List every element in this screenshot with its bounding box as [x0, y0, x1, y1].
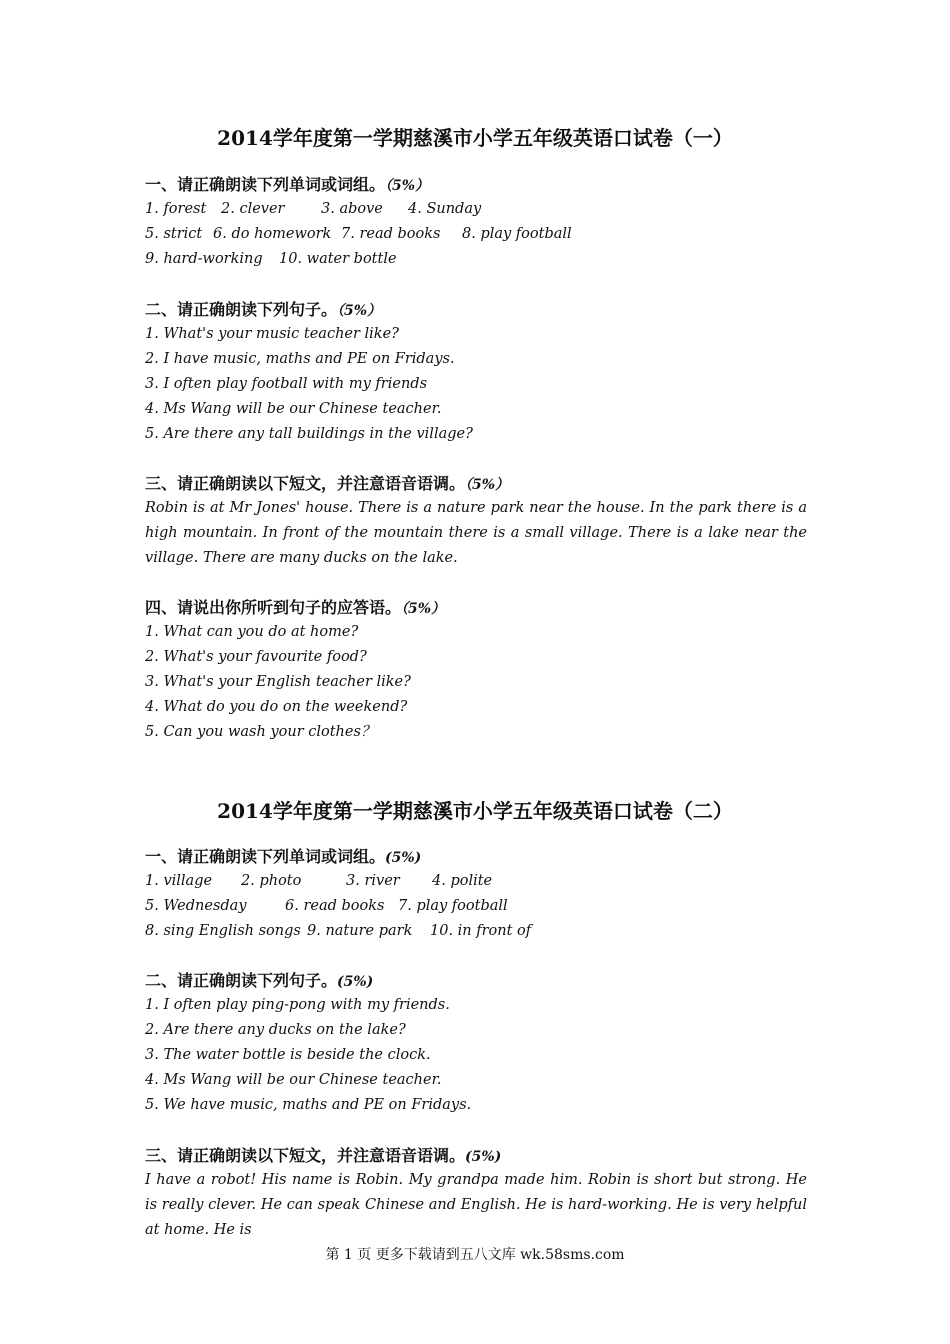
sentence-line: 1. I often play ping-pong with my friends.	[145, 997, 450, 1013]
word-item: 6. read books	[285, 898, 385, 914]
exam2-s3-heading: 三、请正确朗读以下短文，并注意语音语调。(5%)	[145, 1146, 502, 1165]
sentence-line: 1. What can you do at home?	[145, 624, 359, 640]
word-item: 2. photo	[241, 873, 302, 889]
word-item: 3. river	[346, 873, 400, 889]
word-item: 9. nature park	[307, 923, 413, 939]
exam1-s2-heading: 二、请正确朗读下列句子。（5%）	[145, 300, 382, 319]
word-item: 7. play football	[398, 898, 508, 914]
word-item: 5. Wednesday	[145, 898, 247, 914]
exam1-section1	[145, 172, 807, 272]
passage-text: I have a robot! His name is Robin. My grandpa made him. Robin is short but strong. He is really clever. He can speak Chinese and English. He is hard-working. He is very helpful at home. He is	[145, 1172, 807, 1238]
word-item: 8. play football	[462, 226, 572, 242]
sentence-line: 3. What's your English teacher like?	[145, 674, 411, 690]
word-item: 1. village	[145, 873, 213, 889]
word-item: 10. in front of	[430, 923, 532, 939]
exam2-s1-row3	[145, 919, 807, 944]
sentence-line: 5. Are there any tall buildings in the village?	[145, 426, 473, 442]
exam1-s3-heading: 三、请正确朗读以下短文，并注意语音语调。（5%）	[145, 474, 510, 493]
exam1-title: 2014学年度第一学期慈溪市小学五年级英语口试卷（一）	[217, 126, 733, 150]
exam2-s1-row1	[145, 869, 807, 894]
exam1-s1-row1	[145, 197, 807, 222]
exam2-section3	[145, 1143, 807, 1238]
exam2-s1-row2	[145, 894, 807, 919]
exam2-s2-heading: 二、请正确朗读下列句子。(5%)	[145, 971, 374, 990]
exam1-section4	[145, 595, 807, 745]
exam1-section3	[145, 471, 807, 571]
sentence-line: 5. We have music, maths and PE on Fridays.	[145, 1097, 472, 1113]
word-item: 1. forest	[145, 201, 207, 217]
sentence-line: 4. Ms Wang will be our Chinese teacher.	[145, 1072, 442, 1088]
exam2-section2	[145, 968, 807, 1118]
exam1-s1-row2	[145, 222, 807, 247]
sentence-line: 2. Are there any ducks on the lake?	[145, 1022, 406, 1038]
word-item: 6. do homework	[213, 226, 332, 242]
sentence-line: 2. What's your favourite food?	[145, 649, 367, 665]
exam2-section1	[145, 844, 807, 944]
word-item: 7. read books	[341, 226, 441, 242]
sentence-line: 2. I have music, maths and PE on Fridays.	[145, 351, 455, 367]
exam1-section2	[145, 297, 807, 447]
word-item: 10. water bottle	[279, 251, 397, 267]
word-item: 3. above	[321, 201, 383, 217]
word-item: 2. clever	[221, 201, 285, 217]
exam1-s1-heading: 一、请正确朗读下列单词或词组。（5%）	[145, 175, 430, 194]
word-item: 4. polite	[432, 873, 493, 889]
word-item: 5. strict	[145, 226, 203, 242]
exam1-s4-heading: 四、请说出你所听到句子的应答语。（5%）	[145, 598, 446, 617]
word-item: 8. sing English songs	[145, 923, 301, 939]
exam2-title: 2014学年度第一学期慈溪市小学五年级英语口试卷（二）	[217, 799, 733, 823]
word-item: 9. hard-working	[145, 251, 263, 267]
sentence-line: 5. Can you wash your clothes？	[145, 724, 376, 740]
exam2-s1-heading: 一、请正确朗读下列单词或词组。(5%)	[145, 847, 422, 866]
exam1-s1-row3	[145, 247, 807, 272]
sentence-line: 4. Ms Wang will be our Chinese teacher.	[145, 401, 442, 417]
sentence-line: 3. The water bottle is beside the clock.	[145, 1047, 431, 1063]
page-footer: 第 1 页 更多下载请到五八文库 wk.58sms.com	[325, 1247, 625, 1263]
sentence-line: 4. What do you do on the weekend?	[145, 699, 408, 715]
sentence-line: 3. I often play football with my friends	[145, 376, 428, 392]
passage-text: Robin is at Mr Jones' house. There is a nature park near the house. In the park there is a high mountain. In front of the mountain there is a small village. There is a lake near the village. There are many ducks on the lake.	[145, 500, 807, 566]
sentence-line: 1. What's your music teacher like?	[145, 326, 399, 342]
word-item: 4. Sunday	[408, 201, 482, 217]
